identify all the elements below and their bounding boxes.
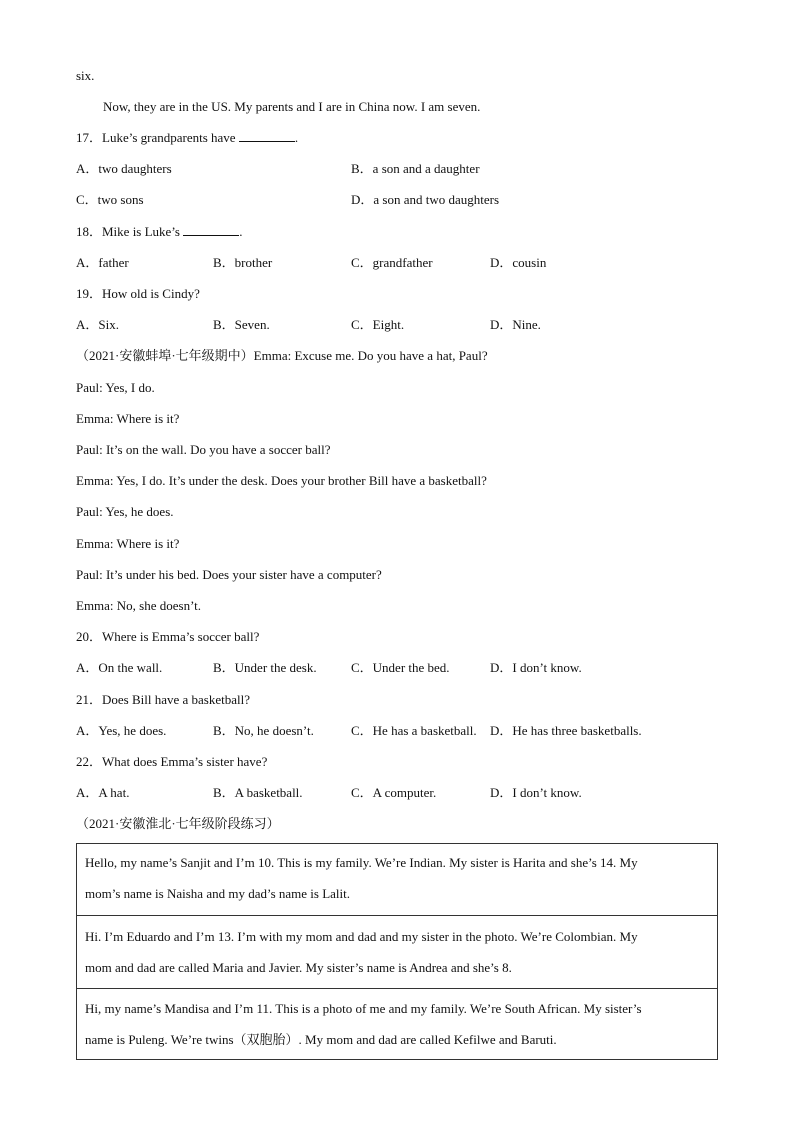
question-18 xyxy=(76,224,243,240)
reading-row xyxy=(77,844,717,915)
dialogue-line: Paul: It’s under his bed. Does your sister have a computer? xyxy=(76,567,382,582)
option-22b: B．A basketball. xyxy=(213,785,303,800)
option-20d: D．I don’t know. xyxy=(490,660,582,675)
reading-row-line: Hi, my name’s Mandisa and I’m 11. This is a photo of me and my family. We’re South African. My sister’s xyxy=(85,1001,642,1016)
question-21: 21．Does Bill have a basketball? xyxy=(76,692,251,707)
question-17 xyxy=(76,130,298,146)
dialogue-line: Emma: Where is it? xyxy=(76,536,180,551)
option-20c: C．Under the bed. xyxy=(351,660,450,675)
option-19b: B．Seven. xyxy=(213,317,270,332)
option-21a: A．Yes, he does. xyxy=(76,723,167,738)
option-21d: D．He has three basketballs. xyxy=(490,723,642,738)
option-17d: D．a son and two daughters xyxy=(351,192,500,207)
option-21c: C．He has a basketball. xyxy=(351,723,477,738)
option-18b: B．brother xyxy=(213,255,273,270)
reading-row-line: Hello, my name’s Sanjit and I’m 10. This is my family. We’re Indian. My sister is Harita and she’s 14. My xyxy=(85,855,638,870)
question-17-stem: 17．Luke’s grandparents have xyxy=(76,130,239,145)
option-17a: A．two daughters xyxy=(76,161,172,176)
option-21b: B．No, he doesn’t. xyxy=(213,723,314,738)
passage-line-end: six. xyxy=(76,68,95,83)
option-18a: A．father xyxy=(76,255,129,270)
reading-row xyxy=(77,988,717,1059)
dialogue-line: Emma: Yes, I do. It’s under the desk. Does your brother Bill have a basketball? xyxy=(76,473,487,488)
dialogue-line: Emma: No, she doesn’t. xyxy=(76,598,202,613)
option-22d: D．I don’t know. xyxy=(490,785,582,800)
question-17-stem-end: . xyxy=(294,130,299,145)
dialogue-line: Paul: Yes, I do. xyxy=(76,380,155,395)
reading-row xyxy=(77,915,717,988)
question-20: 20．Where is Emma’s soccer ball? xyxy=(76,629,260,644)
question-18-stem-end: . xyxy=(239,224,243,239)
option-17b: B．a son and a daughter xyxy=(351,161,480,176)
passage-line-last: Now, they are in the US. My parents and I are in China now. I am seven. xyxy=(103,99,481,114)
question-22: 22．What does Emma’s sister have? xyxy=(76,754,268,769)
reading-table xyxy=(76,843,718,1060)
option-18d: D．cousin xyxy=(490,255,547,270)
answer-blank xyxy=(239,130,295,142)
question-19: 19．How old is Cindy? xyxy=(76,286,200,301)
reading-row-line: mom’s name is Naisha and my dad’s name is Lalit. xyxy=(85,886,351,901)
question-18-stem: 18．Mike is Luke’s xyxy=(76,224,184,239)
dialogue-source: （2021·安徽蚌埠·七年级期中）Emma: Excuse me. Do you have a hat, Paul? xyxy=(76,348,488,363)
option-18c: C．grandfather xyxy=(351,255,433,270)
reading-row-line: name is Puleng. We’re twins（双胞胎）. My mom and dad are called Kefilwe and Baruti. xyxy=(85,1032,557,1047)
dialogue-line: Paul: Yes, he does. xyxy=(76,504,174,519)
answer-blank xyxy=(183,224,239,236)
reading-row-line: mom and dad are called Maria and Javier. My sister’s name is Andrea and she’s 8. xyxy=(85,960,512,975)
reading-row-line: Hi. I’m Eduardo and I’m 13. I’m with my mom and dad and my sister in the photo. We’re Colombian. My xyxy=(85,929,638,944)
option-22c: C．A computer. xyxy=(351,785,437,800)
reading-source: （2021·安徽淮北·七年级阶段练习） xyxy=(76,816,280,831)
dialogue-line: Emma: Where is it? xyxy=(76,411,180,426)
option-17c: C．two sons xyxy=(76,192,144,207)
dialogue-line: Paul: It’s on the wall. Do you have a soccer ball? xyxy=(76,442,331,457)
option-19a: A．Six. xyxy=(76,317,119,332)
option-19d: D．Nine. xyxy=(490,317,541,332)
option-19c: C．Eight. xyxy=(351,317,405,332)
option-20b: B．Under the desk. xyxy=(213,660,317,675)
option-20a: A．On the wall. xyxy=(76,660,163,675)
option-22a: A．A hat. xyxy=(76,785,130,800)
